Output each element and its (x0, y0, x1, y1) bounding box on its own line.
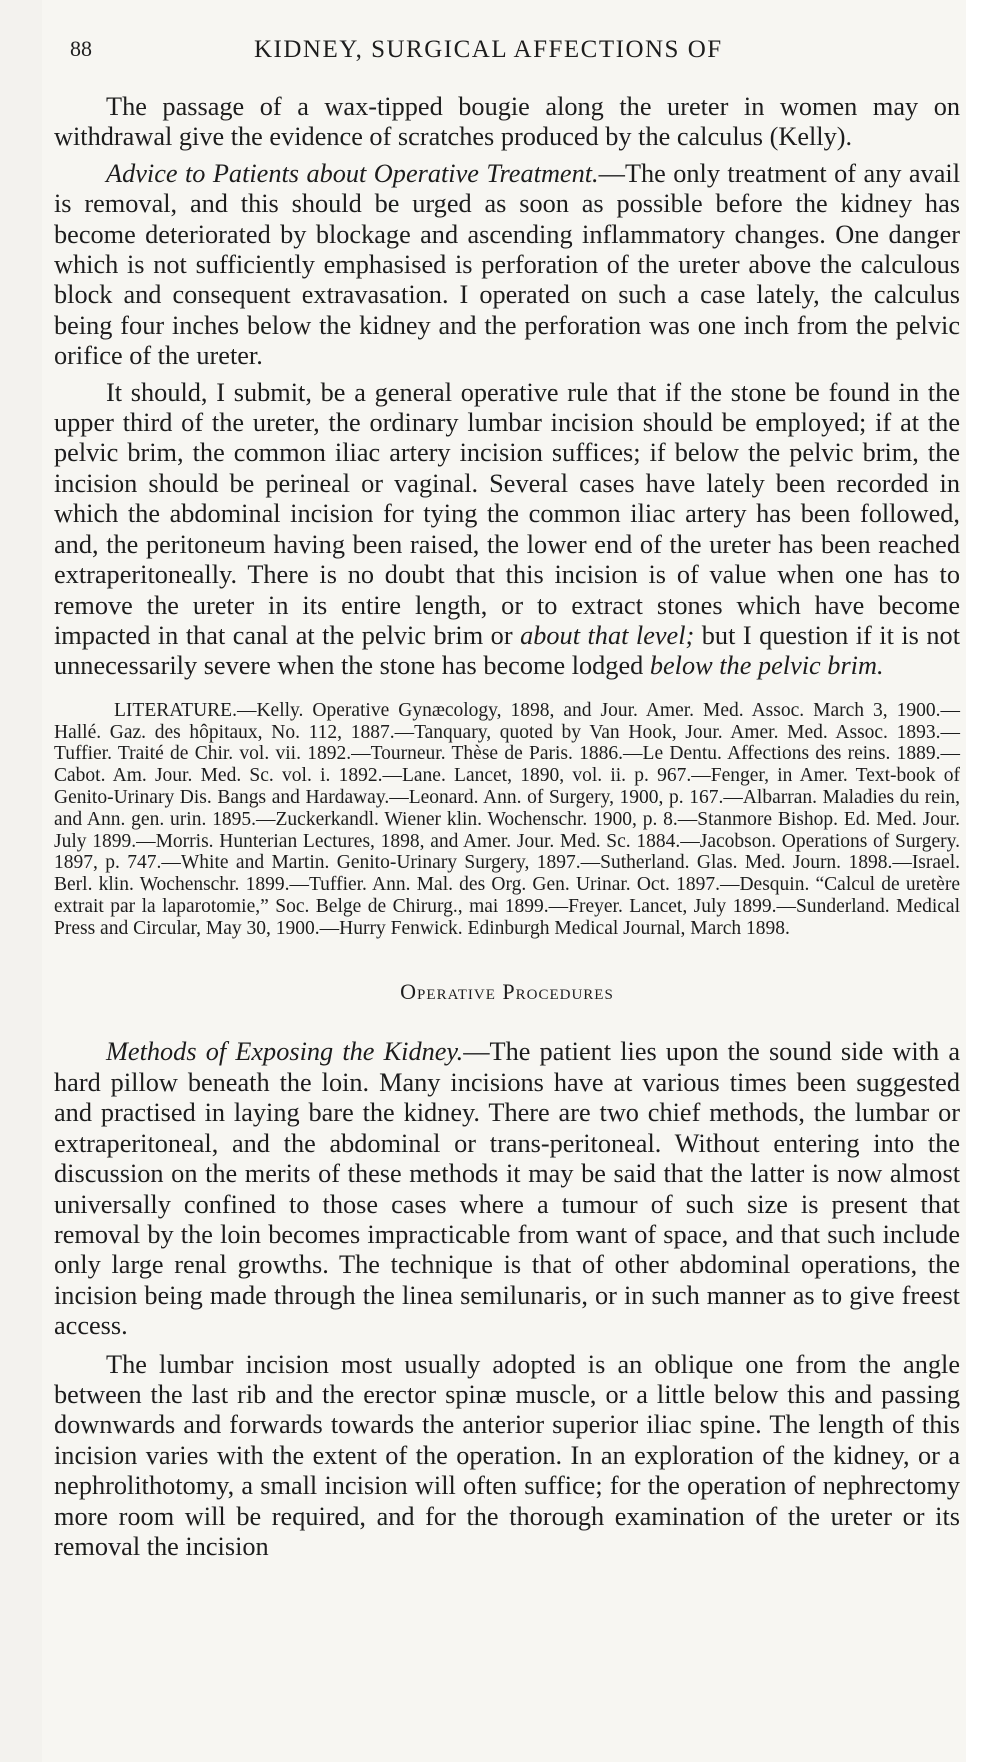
paragraph-lumbar-incision: The lumbar incision most usually adopted is an oblique one from the angle between the last rib and the erector spinæ muscle, or a little below this and passing downwards and forwards towards the anterior superior iliac spine. The length of this incision varies with the extent of the operation. In an exploration of the kidney, or a nephrolithotomy, a small incision will often suffice; for the operation of nephrectomy more room will be required, and for the thorough examination of the ureter or its removal the incision (54, 1349, 960, 1561)
paragraph-advice (54, 159, 960, 372)
rule-text-a: It should, I submit, be a general operative rule that if the stone be found in the upper third of the ureter, the ordinary lumbar incision should be employed; if at the pelvic brim, the common iliac artery incision suffices; if below the pelvic brim, the incision should be perineal or vaginal. Several cases have lately been recorded in which the abdominal incision for tying the common iliac artery has been followed, and, the peritoneum having been raised, the lower end of the ureter has been reached extraperitoneally. There is no doubt that this incision is of value when one has to remove the ureter in its entire length, or to extract stones which have become impacted in that canal at the pelvic brim or (54, 377, 960, 650)
literature-text: —Kelly. Operative Gynæcology, 1898, and Jour. Amer. Med. Assoc. March 3, 1900.—Hallé. Gaz. des hôpitaux, No. 112, 1887.—Tanquary, quoted by Van Hook, Jour. Amer. Med. Assoc. 1893.—Tuffier. Traité de Chir. vol. vii. 1892.—Tourneur. Thèse de Paris. 1886.—Le Dentu. Affections des reins. 1889.—Cabot. Am. Jour. Med. Sc. vol. i. 1892.—Lane. Lancet, 1890, vol. ii. p. 967.—Fenger, in Amer. Text-book of Genito-Urinary Dis. Bangs and Hardaway.—Leonard. Ann. of Surgery, 1900, p. 167.—Albarran. Maladies du rein, and Ann. gen. urin. 1895.—Zuckerkandl. Wiener klin. Wochenschr. 1900, p. 8.—Stanmore Bishop. Ed. Med. Jour. July 1899.—Morris. Hunterian Lectures, 1898, and Amer. Jour. Med. Sc. 1884.—Jacobson. Operations of Surgery. 1897, p. 747.—White and Martin. Genito-Urinary Surgery, 1897.—Sutherland. Glas. Med. Journ. 1898.—Israel. Berl. klin. Wochenschr. 1899.—Tuffier. Ann. Mal. des Org. Gen. Urinar. Oct. 1897.—Desquin. “Calcul de uretère extrait par la laparotomie,” Soc. Belge de Chirurg., mai 1899.—Freyer. Lancet, July 1899.—Sunderland. Medical Press and Circular, May 30, 1900.—Hurry Fenwick. Edinburgh Medical Journal, March 1898. (54, 699, 960, 939)
running-title: KIDNEY, SURGICAL AFFECTIONS OF (254, 36, 723, 63)
rule-text-b: but I question if it is not unnecessarily severe when the stone has become lodged (54, 620, 961, 681)
methods-text: —The patient lies upon the sound side with a hard pillow beneath the loin. Many incisions have at various times been suggested and practised in laying bare the kidney. There are two chief methods, the lumbar or extraperitoneal, and the abdominal or trans-peritoneal. Without entering into the discussion on the merits of these methods it may be said that the latter is now almost universally confined to those cases where a tumour of such size is present that removal by the loin becomes impracticable from want of space, and that such include only large renal growths. The technique is that of other abdominal operations, the incision being made through the linea semilunaris, or in such manner as to give freest access. (54, 1037, 960, 1341)
rule-italic-level: about that level; (520, 620, 695, 650)
rule-italic-brim: below the pelvic brim. (649, 651, 884, 681)
literature-references (54, 700, 960, 940)
paragraph-operative-rule (54, 378, 960, 682)
paragraph-methods (54, 1037, 960, 1341)
methods-heading: Methods of Exposing the Kidney. (106, 1037, 464, 1067)
advice-heading: Advice to Patients about Operative Treatment. (106, 158, 599, 188)
page-margin (966, 0, 1000, 1762)
page-number: 88 (70, 36, 92, 61)
paragraph-bougie: The passage of a wax-tipped bougie along the ureter in women may on withdrawal give the evidence of scratches produced by the calculus (Kelly). (54, 92, 960, 152)
running-header (54, 36, 960, 80)
advice-text: —The only treatment of any avail is removal, and this should be urged as soon as possible before the kidney has become deteriorated by blockage and ascending inflammatory changes. One danger which is not sufficiently emphasised is perforation of the ureter above the calculous block and consequent extravasation. I operated on such a case lately, the calculus being four inches below the kidney and the perforation was one inch from the pelvic orifice of the ureter. (54, 158, 961, 371)
literature-label: LITERATURE. (114, 699, 237, 721)
section-heading: Operative Procedures (400, 979, 614, 1005)
page-content (54, 36, 960, 1570)
